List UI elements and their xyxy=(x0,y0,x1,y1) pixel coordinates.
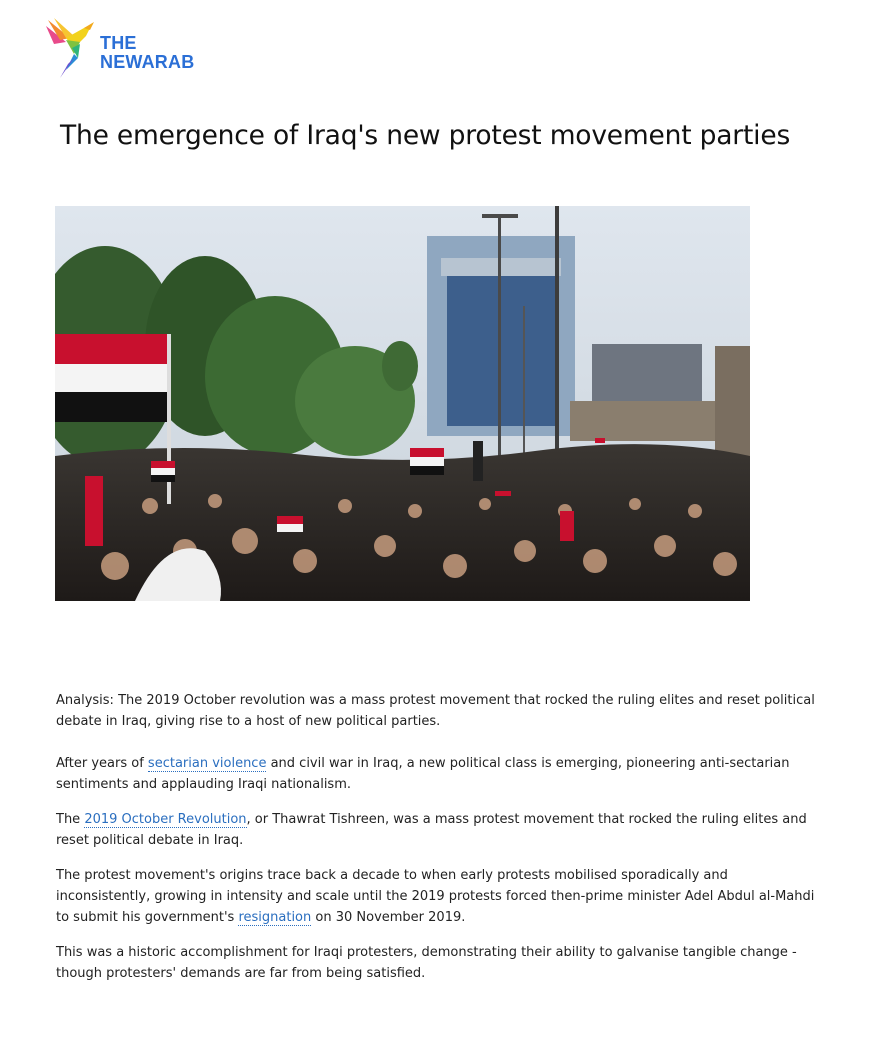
paragraph-text: After years of xyxy=(56,756,148,771)
bird-logo-icon xyxy=(44,18,104,80)
article-body xyxy=(56,690,826,998)
logo-wordmark xyxy=(100,34,194,72)
article-paragraph-4: This was a historic accomplishment for Iraqi protesters, demonstrating their ability to galvanise tangible change - though protesters' demands are far from being satisfied. xyxy=(56,945,797,981)
protest-crowd-photo-icon xyxy=(55,206,750,601)
article-paragraph-1 xyxy=(56,753,826,795)
sectarian-violence-link[interactable]: sectarian violence xyxy=(147,756,267,771)
paragraph-text: The protest movement's origins trace back a decade to when early protests mobilised sporadically and inconsistently, growing in intensity and scale until the 2019 protests forced then-prime minister Adel Abdul al-Mahdi to submit his government's xyxy=(56,868,815,925)
article-paragraph-2 xyxy=(56,809,826,851)
hero-image xyxy=(55,206,750,601)
paragraph-text: and civil war in Iraq, a new political class is emerging, pioneering anti-sectarian sentiments and applauding Iraqi nationalism. xyxy=(56,756,790,792)
site-logo[interactable] xyxy=(44,18,204,80)
logo-line-2: NEWARAB xyxy=(100,52,195,72)
paragraph-text: The xyxy=(56,812,85,827)
article-lead: Analysis: The 2019 October revolution was a mass protest movement that rocked the ruling elites and reset political debate in Iraq, giving rise to a host of new political parties. xyxy=(56,693,815,729)
paragraph-text: on 30 November 2019. xyxy=(311,910,466,925)
article-paragraph-3 xyxy=(56,865,826,928)
resignation-link[interactable]: resignation xyxy=(238,910,312,925)
article-headline: The emergence of Iraq's new protest movement parties xyxy=(60,120,791,151)
logo-line-1: THE xyxy=(100,33,137,53)
paragraph-text: , or Thawrat Tishreen, was a mass protest movement that rocked the ruling elites and reset political debate in Iraq. xyxy=(56,812,807,848)
october-revolution-link[interactable]: 2019 October Revolution xyxy=(84,812,247,827)
